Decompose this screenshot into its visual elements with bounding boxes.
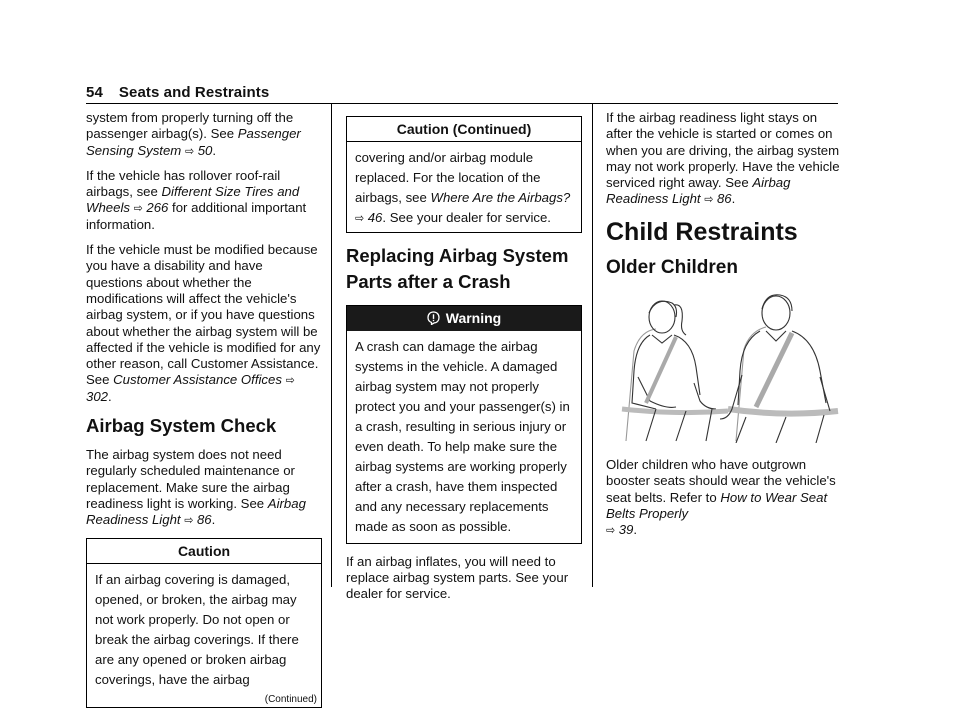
cross-reference-link[interactable]: Airbag Readiness Light bbox=[606, 175, 791, 207]
cross-reference-link[interactable]: How to Wear Seat Belts Properly bbox=[606, 489, 828, 521]
page-reference-arrow-icon: ⇨ bbox=[184, 513, 194, 528]
page-reference-arrow-icon: ⇨ bbox=[606, 523, 616, 538]
page-reference-arrow-icon: ⇨ bbox=[184, 143, 195, 158]
header-rule bbox=[86, 103, 838, 104]
warning-header bbox=[347, 306, 581, 330]
caution-text: If an airbag covering is damaged, opened, or broken, the airbag may not work properly. Do not open or break the airbag coverings. If there are any opened or broken airbag coverings, have the airbag bbox=[95, 571, 299, 687]
chapter-heading: Child Restraints bbox=[606, 217, 798, 246]
column-1 bbox=[86, 110, 322, 708]
cross-reference-link[interactable]: Airbag Readiness Light bbox=[86, 495, 306, 528]
paragraph: If the vehicle must be modified because you have a disability and have questions about whether the modifications will affect the vehicle's airbag system, or if you have questions about whether the airbag system will be affected if the vehicle is modified for any other reason, call Customer Assistance. See Customer Assistance Offices ⇨ 302. bbox=[86, 242, 321, 404]
paragraph: system from properly turning off the passenger airbag(s). See Passenger Sensing System ⇨ 50. bbox=[86, 110, 301, 158]
page-number: 54 bbox=[86, 84, 103, 101]
page-link[interactable]: 86 bbox=[196, 512, 212, 528]
column-3 bbox=[606, 110, 842, 548]
section-heading: Replacing Airbag System Parts after a Crash bbox=[346, 245, 569, 293]
page-link[interactable]: 86 bbox=[716, 191, 732, 207]
cross-reference-link[interactable]: Customer Assistance Offices bbox=[113, 372, 282, 388]
paragraph: The airbag system does not need regularly scheduled maintenance or replacement. Make sure the airbag readiness light is working. See Airbag Readiness Light ⇨ 86. bbox=[86, 447, 306, 528]
page-reference-arrow-icon: ⇨ bbox=[285, 373, 295, 388]
column-divider-1 bbox=[331, 104, 332, 587]
cross-reference-link[interactable]: Passenger Sensing System bbox=[86, 126, 301, 158]
caution-title: Caution (Continued) bbox=[347, 117, 581, 142]
page-reference-arrow-icon: ⇨ bbox=[355, 211, 365, 226]
paragraph: If an airbag inflates, you will need to replace airbag system parts. See your dealer for service. bbox=[346, 553, 569, 602]
page-reference-arrow-icon: ⇨ bbox=[704, 192, 714, 207]
cross-reference-link[interactable]: Different Size Tires and Wheels bbox=[86, 184, 300, 216]
cross-reference-link[interactable]: Where Are the Airbags? bbox=[430, 190, 571, 206]
continued-label: (Continued) bbox=[264, 693, 317, 705]
page-link[interactable]: 266 bbox=[146, 200, 169, 216]
subsection-heading: Older Children bbox=[606, 256, 738, 278]
page-link[interactable]: 302 bbox=[86, 388, 109, 404]
page-link[interactable]: 50 bbox=[197, 142, 213, 158]
page-reference-arrow-icon: ⇨ bbox=[133, 201, 143, 216]
paragraph: Older children who have outgrown booster seats should wear the vehicle's seat belts. Refer to How to Wear Seat Belts Properly ⇨ 39. bbox=[606, 457, 836, 538]
section-title: Seats and Restraints bbox=[118, 84, 270, 101]
page-link[interactable]: 46 bbox=[367, 210, 383, 226]
warning-text: A crash can damage the airbag systems in the vehicle. A damaged airbag system may not properly protect you and your passenger(s) in a crash, resulting in serious injury or even death. To help make sure the airbag systems are working properly after a crash, have them inspected and any necessary replacements made as soon as possible. bbox=[355, 338, 570, 534]
paragraph: If the vehicle has rollover roof-rail airbags, see Different Size Tires and Wheels ⇨ 266 for additional important information. bbox=[86, 167, 307, 232]
section-heading: Airbag System Check bbox=[86, 415, 277, 437]
caution-box bbox=[86, 538, 322, 708]
column-2 bbox=[346, 116, 582, 611]
warning-title: Warning bbox=[445, 310, 502, 327]
older-children-seat-belts-illustration bbox=[616, 291, 842, 443]
warning-symbol-icon bbox=[427, 311, 440, 325]
caution-title: Caution bbox=[87, 539, 321, 564]
page-link[interactable]: 39 bbox=[618, 522, 634, 538]
caution-continued-box bbox=[346, 116, 582, 233]
page-header bbox=[86, 84, 269, 101]
caution-text: covering and/or airbag module replaced. For the location of the airbags, see Where Are the Airbags? ⇨ 46. See your dealer for service. bbox=[355, 150, 571, 226]
warning-box bbox=[346, 305, 582, 543]
column-divider-2 bbox=[592, 104, 593, 587]
paragraph: If the airbag readiness light stays on after the vehicle is started or comes on when you are driving, the airbag system may not work properly. Have the vehicle serviced right away. See Airbag Readiness Light ⇨ 86. bbox=[606, 110, 840, 207]
